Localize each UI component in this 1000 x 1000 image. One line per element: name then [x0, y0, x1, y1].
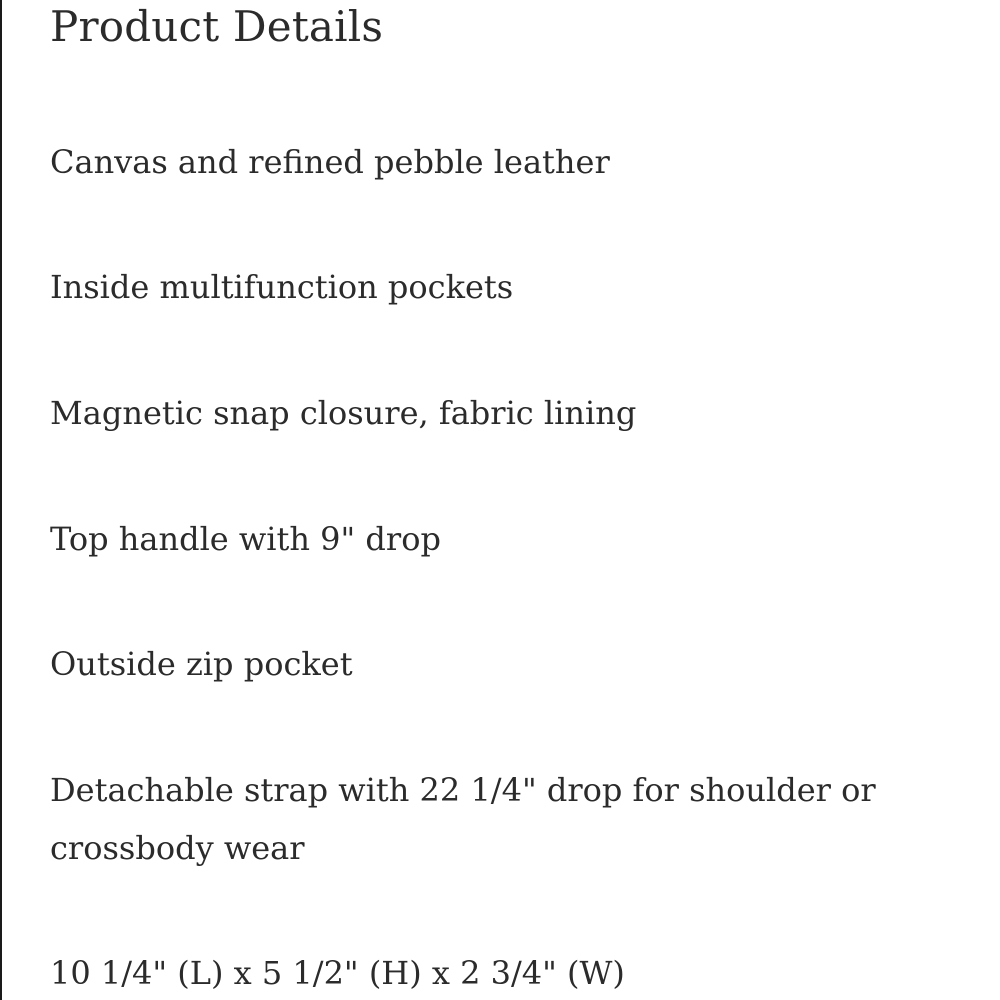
detail-item-inside-pockets: Inside multifunction pockets: [50, 268, 514, 306]
product-details-panel: [50, 0, 950, 1000]
left-border-line: [0, 0, 2, 1000]
detail-item-dimensions: 10 1/4" (L) x 5 1/2" (H) x 2 3/4" (W): [50, 954, 625, 992]
detail-item-outside-pocket: Outside zip pocket: [50, 645, 353, 683]
detail-item-material: Canvas and refined pebble leather: [50, 143, 610, 181]
detail-item-top-handle: Top handle with 9" drop: [50, 520, 441, 558]
product-details-title: Product Details: [50, 2, 384, 51]
detail-item-closure: Magnetic snap closure, fabric lining: [50, 394, 637, 432]
detail-item-strap: Detachable strap with 22 1/4" drop for shoulder or crossbody wear: [50, 771, 876, 867]
